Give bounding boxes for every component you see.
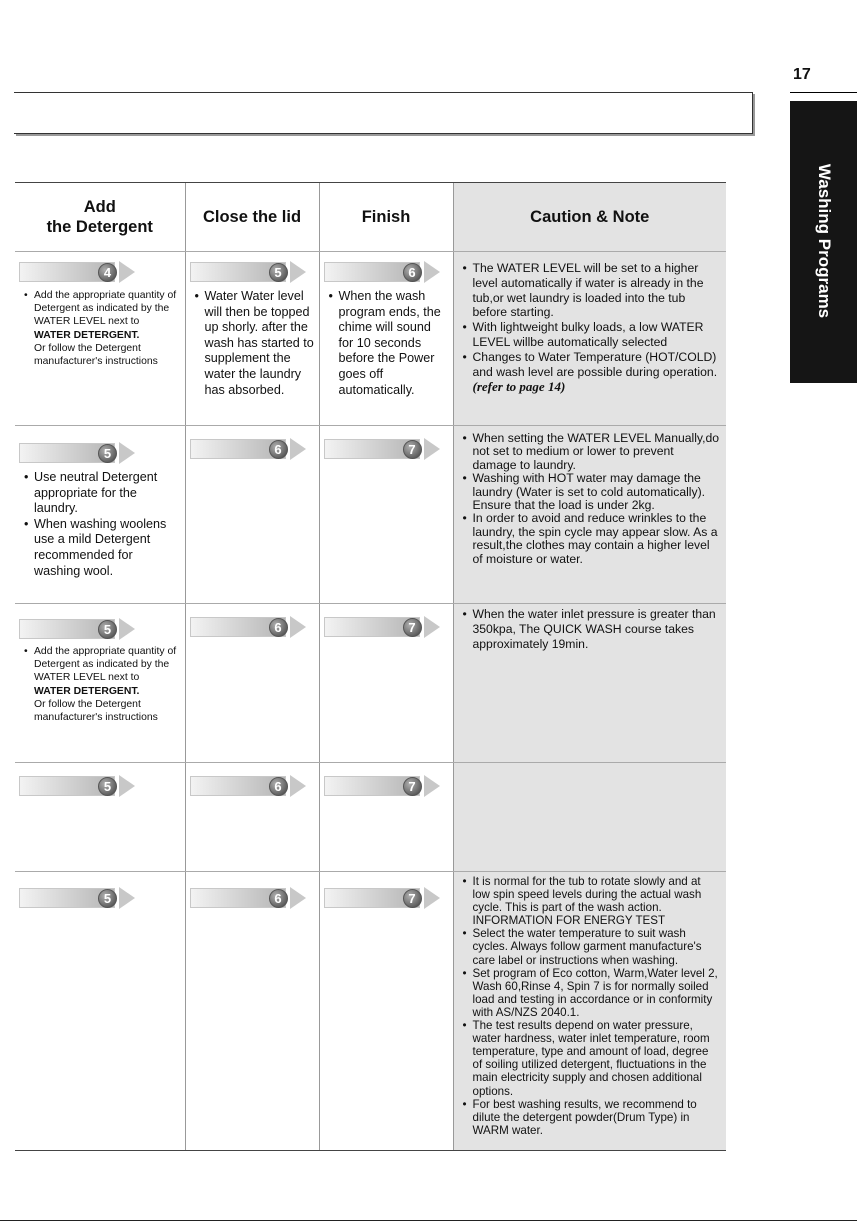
step-arrow	[324, 887, 453, 909]
step-number-icon: 7	[403, 440, 422, 459]
step-number-icon: 5	[98, 889, 117, 908]
list-item: • In order to avoid and reduce wrinkles to the laundry, the spin cycle may appear slow. As a result,the clothes may contain a higher level of moisture or water.	[462, 512, 721, 566]
step-number-icon: 4	[98, 263, 117, 282]
detergent-cell	[15, 604, 185, 763]
table-row	[15, 872, 726, 1151]
step-number-icon: 6	[269, 440, 288, 459]
step-arrow	[19, 887, 185, 909]
step-arrow	[190, 616, 319, 638]
energy-test-heading: INFORMATION FOR ENERGY TEST	[472, 914, 666, 928]
table-row	[15, 252, 726, 426]
side-tab	[790, 101, 857, 383]
list-item: • Use neutral Detergent appropriate for the laundry.	[23, 470, 181, 517]
list-item: • Changes to Water Temperature (HOT/COLD) and wash level are possible during operation.	[462, 350, 721, 380]
list-item: • Add the appropriate quantity of Detergent as indicated by the WATER LEVEL next to WATER DETERGENT. Or follow the Detergent manufacturer's instructions	[23, 289, 181, 368]
step-arrow	[190, 775, 319, 797]
step-arrow	[324, 775, 453, 797]
list-item: • When the wash program ends, the chime will sound for 10 seconds before the Power goes off automatically.	[328, 289, 449, 398]
list-item: • Set program of Eco cotton, Warm,Water level 2, Wash 60,Rinse 4, Spin 7 is for normally soiled load and testing in accordance or in conformity with AS/NZS 2040.1.	[462, 967, 721, 1019]
step-arrow	[324, 438, 453, 460]
close-lid-cell	[185, 426, 319, 604]
program-table	[15, 182, 726, 1151]
close-lid-cell	[185, 872, 319, 1151]
list-item: • The WATER LEVEL will be set to a higher level automatically if water is already in the tub,or wet laundry is loaded into the tub before starting.	[462, 261, 721, 320]
step-arrow	[19, 618, 185, 640]
list-item: • Select the water temperature to suit wash cycles. Always follow garment manufacture's care label or instructions when washing.	[462, 927, 721, 966]
caution-cell	[453, 763, 726, 872]
detergent-cell	[15, 426, 185, 604]
close-lid-cell	[185, 252, 319, 426]
caution-cell	[453, 426, 726, 604]
step-arrow	[19, 775, 185, 797]
step-number-icon: 6	[269, 618, 288, 637]
header-caution-note: Caution & Note	[453, 183, 726, 252]
finish-cell	[319, 604, 453, 763]
table-row	[15, 604, 726, 763]
step-arrow	[19, 261, 185, 283]
list-item: • When setting the WATER LEVEL Manually,do not set to medium or lower to prevent damage to laundry.	[462, 432, 721, 472]
caution-cell	[453, 604, 726, 763]
side-tab-label: Washing Programs	[814, 163, 834, 319]
step-arrow	[190, 261, 319, 283]
step-arrow	[324, 616, 453, 638]
list-item: • With lightweight bulky loads, a low WATER LEVEL willbe automatically selected	[462, 320, 721, 350]
list-item: • Add the appropriate quantity of Detergent as indicated by the WATER LEVEL next to WATER DETERGENT. Or follow the Detergent manufacturer's instructions	[23, 645, 181, 724]
close-lid-cell	[185, 604, 319, 763]
list-item: • For best washing results, we recommend to dilute the detergent powder(Drum Type) in WARM water.	[462, 1098, 721, 1137]
detergent-cell	[15, 252, 185, 426]
step-arrow	[19, 442, 185, 464]
step-number-icon: 7	[403, 777, 422, 796]
header-add-detergent: Add the Detergent	[15, 183, 185, 252]
close-lid-cell	[185, 763, 319, 872]
header-finish: Finish	[319, 183, 453, 252]
bottom-rule	[0, 1220, 857, 1221]
list-item: • It is normal for the tub to rotate slowly and at low spin speed levels during the actual wash cycle. This is part of the wash action. INFORMATION FOR ENERGY TEST	[462, 875, 721, 927]
step-number-icon: 7	[403, 889, 422, 908]
step-arrow	[324, 261, 453, 283]
caution-cell	[453, 872, 726, 1151]
list-item: • The test results depend on water pressure, water hardness, water inlet temperature, room temperature, type and amount of load, degree of soiling utilized detergent, fluctuations in the main electricity supply and chosen additional options.	[462, 1019, 721, 1098]
list-item: • Washing with HOT water may damage the laundry (Water is set to cold automatically). Ensure that the load is under 2kg.	[462, 472, 721, 512]
step-arrow	[190, 438, 319, 460]
step-arrow	[190, 887, 319, 909]
step-number-icon: 6	[403, 263, 422, 282]
list-item: • When washing woolens use a mild Detergent recommended for washing wool.	[23, 517, 181, 579]
finish-cell	[319, 763, 453, 872]
table-row	[15, 763, 726, 872]
page-number: 17	[793, 66, 811, 83]
table-row	[15, 426, 726, 604]
page-reference: (refer to page 14)	[472, 379, 566, 395]
detergent-cell	[15, 763, 185, 872]
step-number-icon: 7	[403, 618, 422, 637]
list-item: • When the water inlet pressure is greater than 350kpa, The QUICK WASH course takes approximately 19min.	[462, 607, 721, 651]
page-number-rule	[790, 92, 857, 93]
step-number-icon: 6	[269, 889, 288, 908]
finish-cell	[319, 872, 453, 1151]
caution-cell	[453, 252, 726, 426]
step-number-icon: 6	[269, 777, 288, 796]
detergent-cell	[15, 872, 185, 1151]
step-number-icon: 5	[98, 620, 117, 639]
section-title-box	[14, 92, 753, 134]
list-item: • Water Water level will then be topped up shorly. after the wash has started to supplement the water the laundry has absorbed.	[194, 289, 315, 398]
finish-cell	[319, 252, 453, 426]
header-close-lid: Close the lid	[185, 183, 319, 252]
finish-cell	[319, 426, 453, 604]
step-number-icon: 5	[269, 263, 288, 282]
step-number-icon: 5	[98, 777, 117, 796]
step-number-icon: 5	[98, 444, 117, 463]
